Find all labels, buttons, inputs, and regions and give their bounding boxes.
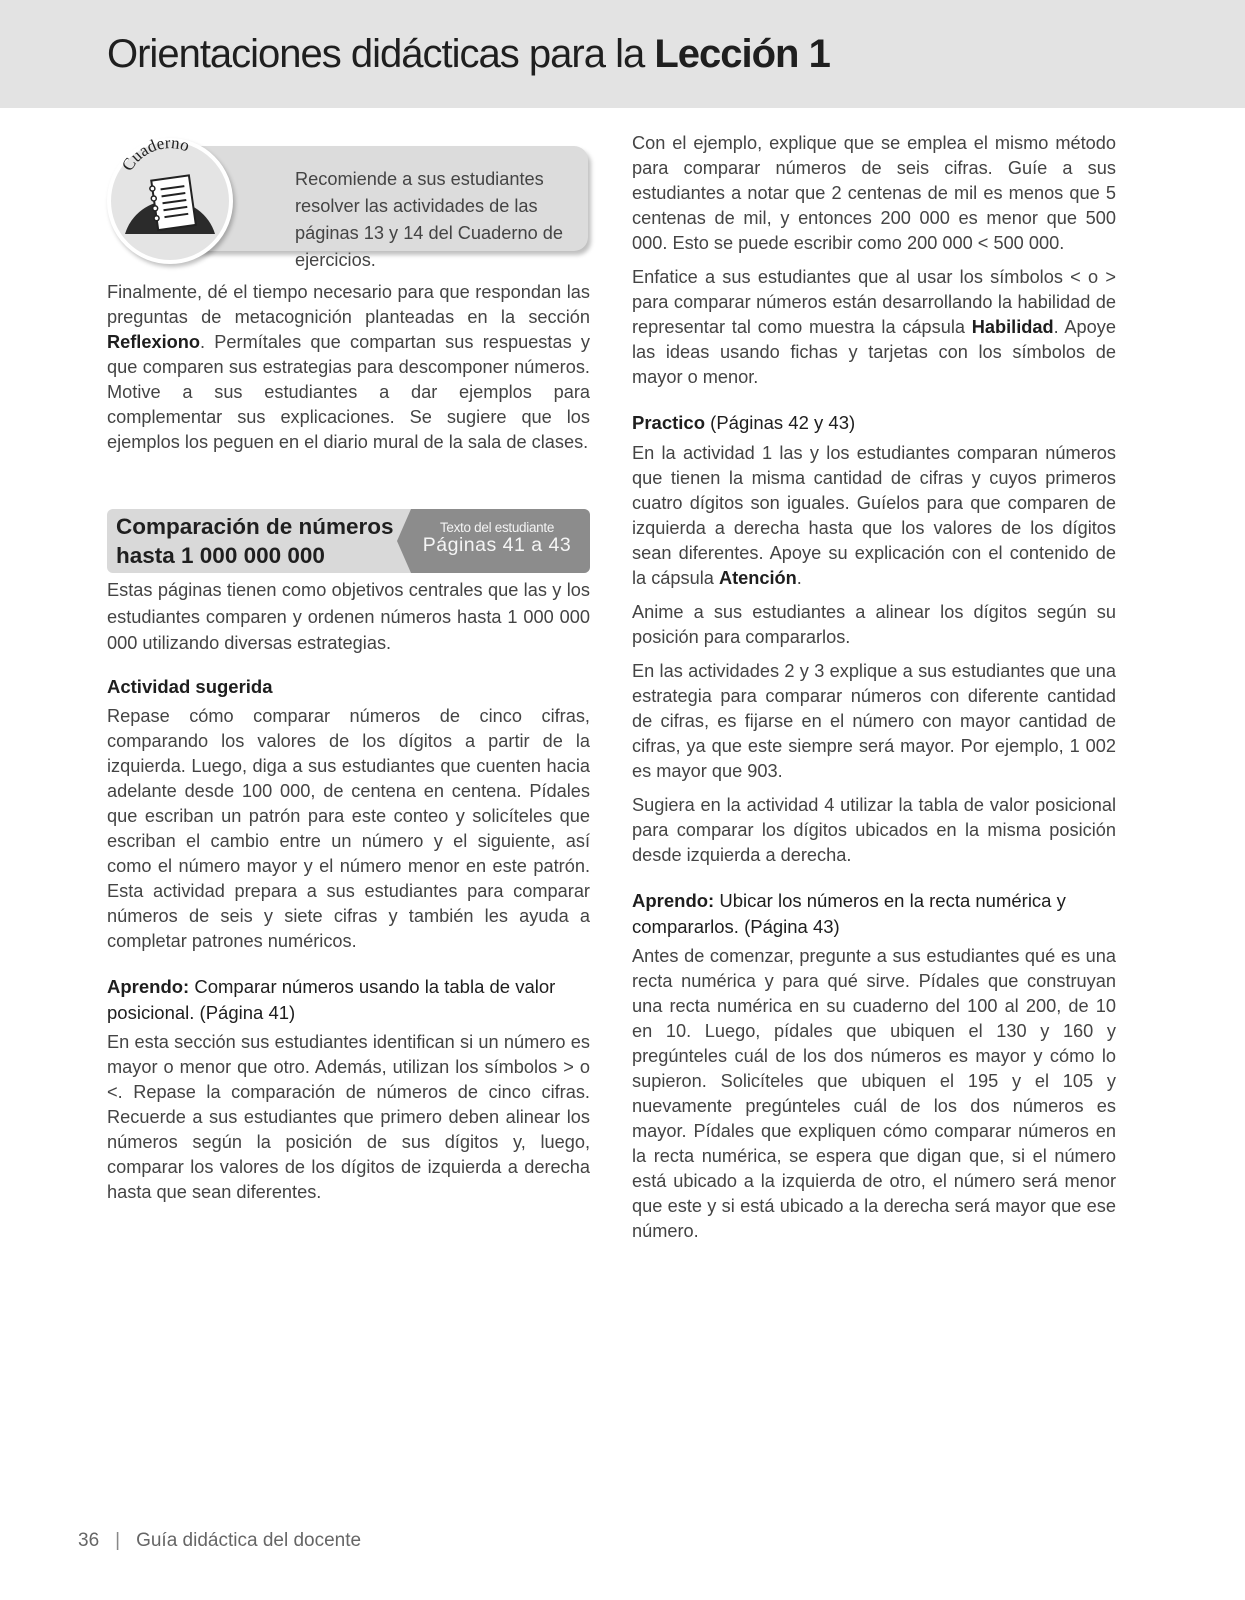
paragraph-reflexiono: Finalmente, dé el tiempo necesario para que respondan las preguntas de metacognición planteadas en la sección Reflexiono. Permítales que compartan sus respuestas y que comparen sus estrategias para descomponer números. Motive a sus estudiantes a dar ejemplos para complementar sus explicaciones. Se sugiere que los ejemplos los peguen en el diario mural de la sala de clases. [107,282,590,452]
cuaderno-label: Cuaderno [117,136,192,175]
footer-separator: | [115,1530,121,1551]
paragraph-aprendo-tabla: En esta sección sus estudiantes identifican si un número es mayor o menor que otro. Además, utilizan los símbolos > o <. Repase la comparación de números de cinco cifras. Recuerde a sus estudiantes que primero deben alinear los números según la posición de sus dígitos y, luego, comparar los valores de los dígitos de izquierda a derecha hasta que sean diferentes. [107,1031,590,1202]
paragraph-simbolos: Enfatice a sus estudiantes que al usar los símbolos < o > para comparar números están desarrollando la habilidad de representar tal como muestra la cápsula Habilidad. Apoye las ideas usando fichas y tarjetas con los símbolos de mayor o menor. [632,267,1116,387]
paragraph-alinear: Anime a sus estudiantes a alinear los dígitos según su posición para compararlos. [632,602,1116,647]
student-text-label: Texto del estudiante [439,520,555,535]
page-header [0,0,1245,108]
cuaderno-callout [107,136,593,270]
heading-practico: Practico (Páginas 42 y 43) [632,412,856,433]
section-header [107,509,590,573]
callout-text: Recomiende a sus estudiantes resolver las actividades de las páginas 13 y 14 del Cuaderno de ejercicios. [295,169,563,270]
page-number: 36 [78,1530,100,1551]
right-column [632,131,1116,1244]
left-column-bottom [107,577,590,1205]
page-title: Orientaciones didácticas para la Lección 1 [107,32,830,76]
paragraph-ejemplo: Con el ejemplo, explique que se emplea el mismo método para comparar números de seis cifras. Guíe a sus estudiantes a notar que 2 centenas de mil es menos que 5 centenas de mil, y entonces 200 000 es menor que 500 000. Esto se puede escribir como 200 000 < 500 000. [632,133,1116,253]
paragraph-actividad: Repase cómo comparar números de cinco cifras, comparando los valores de los dígitos a partir de la izquierda. Luego, diga a sus estudiantes que cuenten hacia adelante desde 100 000, de centena en centena. Pídales que escriban un patrón para este conteo y solicíteles que escriban el cambio entre un número y el siguiente, así como el número mayor y el número menor en este patrón. Esta actividad prepara a sus estudiantes para comparar números de seis y siete cifras y también les ayuda a completar patrones numéricos. [107,705,590,951]
heading-aprendo-tabla: Aprendo: Comparar números usando la tabla de valor posicional. (Página 41) [107,975,556,1023]
section-title: Comparación de números hasta 1 000 000 000 [116,514,394,568]
paragraph-actividad-4: Sugiera en la actividad 4 utilizar la tabla de valor posicional para comparar los dígitos ubicados en la misma posición desde izquierda a derecha. [632,795,1116,865]
student-text-pages: Páginas 41 a 43 [422,534,572,556]
heading-actividad-sugerida: Actividad sugerida [107,675,273,697]
paragraph-recta-numerica: Antes de comenzar, pregunte a sus estudiantes qué es una recta numérica y para qué sirve. Pídales que construyan una recta numérica en su cuaderno del 100 al 200, de 10 en 10. Luego, pídales que ubiquen el 130 y 160 y pregúnteles cuál de los dos números es mayor y cómo lo supieron. Solicíteles que ubiquen el 195 y el 105 y nuevamente pregúnteles cuál de los dos números es mayor. Pídales que expliquen cómo comparar números en la recta numérica, se espera que digan que, si el número está ubicado a la izquierda de otro, el número será menor que este y si está ubicado a la derecha será mayor que ese número. [632,946,1116,1241]
paragraph-actividades-2-3: En las actividades 2 y 3 explique a sus estudiantes que una estrategia para comparar números con diferente cantidad de cifras, es fijarse en el número con mayor cantidad de cifras, ya que este siempre será mayor. Por ejemplo, 1 002 es mayor que 903. [632,661,1116,781]
notebook-icon [107,136,237,266]
page-footer [78,1530,361,1552]
student-text-tab [397,509,590,573]
left-column-top [107,280,590,455]
paragraph-actividad-1: En la actividad 1 las y los estudiantes comparan números que tienen la misma cantidad de cifras y cuyos primeros cuatro dígitos son iguales. Guíelos para que comparen de izquierda a derecha hasta que los valores de los dígitos sean diferentes. Apoye su explicación con el contenido de la cápsula Atención. [632,443,1116,588]
heading-aprendo-recta: Aprendo: Ubicar los números en la recta numérica y compararlos. (Página 43) [632,890,1066,937]
paragraph-objetivos: Estas páginas tienen como objetivos centrales que las y los estudiantes comparen y ordenen números hasta 1 000 000 000 utilizando diversas estrategias. [107,580,590,653]
book-title: Guía didáctica del docente [136,1530,362,1551]
